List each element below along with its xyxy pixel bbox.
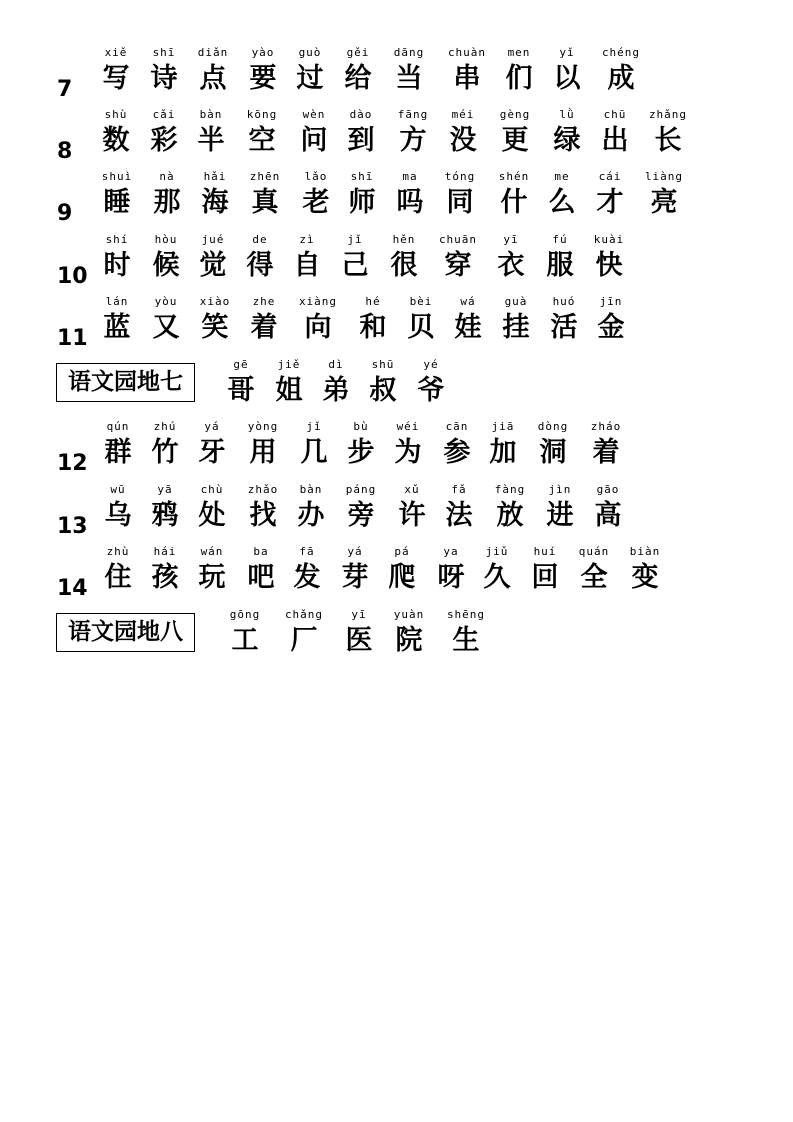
hanzi-character: 找: [249, 500, 277, 531]
hanzi-character: 挂: [502, 312, 530, 343]
pinyin-label: zhe: [252, 295, 276, 308]
character-item: [379, 606, 439, 658]
pinyin-label: cái: [598, 170, 622, 183]
pinyin-label: shī: [152, 46, 176, 59]
hanzi-character: 发: [293, 562, 321, 593]
hanzi-character: 蓝: [103, 312, 131, 343]
lesson-row: [0, 418, 793, 478]
pinyin-label: yé: [423, 358, 439, 371]
pinyin-label: hòu: [154, 233, 178, 246]
pinyin-label: dòng: [537, 420, 569, 433]
pinyin-label: yòng: [247, 420, 279, 433]
pinyin-label: yuàn: [393, 608, 425, 621]
hanzi-character: 自: [293, 250, 321, 281]
pinyin-label: gěi: [346, 46, 370, 59]
pinyin-label: ba: [253, 545, 269, 558]
hanzi-character: 群: [104, 437, 132, 468]
pinyin-label: guò: [298, 46, 322, 59]
character-item: [374, 231, 434, 283]
hanzi-character: 己: [341, 250, 369, 281]
character-item: [576, 418, 636, 470]
pinyin-label: méi: [451, 108, 475, 121]
character-item: [537, 44, 597, 96]
lesson-number: 11: [57, 326, 88, 351]
hanzi-character: 那: [153, 187, 181, 218]
hanzi-character: 和: [359, 312, 387, 343]
pinyin-label: shū: [371, 358, 395, 371]
hanzi-character: 衣: [497, 250, 525, 281]
character-item: [274, 606, 334, 658]
pinyin-label: zhú: [153, 420, 177, 433]
pinyin-label: nà: [159, 170, 175, 183]
pinyin-label: shén: [498, 170, 530, 183]
hanzi-character: 穿: [444, 250, 472, 281]
hanzi-character: 叔: [369, 375, 397, 406]
hanzi-character: 彩: [150, 125, 178, 156]
hanzi-character: 得: [246, 250, 274, 281]
pinyin-label: xiě: [104, 46, 128, 59]
hanzi-character: 候: [152, 250, 180, 281]
character-item: [579, 231, 639, 283]
pinyin-label: dāng: [393, 46, 425, 59]
hanzi-character: 半: [197, 125, 225, 156]
hanzi-character: 写: [102, 63, 130, 94]
character-item: [634, 168, 694, 220]
hanzi-character: 点: [199, 63, 227, 94]
pinyin-label: xǔ: [404, 483, 420, 496]
lesson-row: [0, 44, 793, 104]
hanzi-character: 更: [501, 125, 529, 156]
pinyin-label: shù: [104, 108, 128, 121]
hanzi-character: 用: [249, 437, 277, 468]
pinyin-label: wá: [460, 295, 476, 308]
character-item: [580, 168, 640, 220]
pinyin-label: de: [252, 233, 268, 246]
lesson-number: 8: [57, 139, 73, 164]
hanzi-character: 没: [449, 125, 477, 156]
character-item: [379, 44, 439, 96]
hanzi-character: 放: [496, 500, 524, 531]
character-item: [523, 418, 583, 470]
hanzi-character: 全: [580, 562, 608, 593]
pinyin-label: liàng: [644, 170, 684, 183]
hanzi-character: 串: [453, 63, 481, 94]
hanzi-character: 金: [597, 312, 625, 343]
hanzi-character: 么: [548, 187, 576, 218]
hanzi-character: 厂: [290, 625, 318, 656]
pinyin-label: yá: [347, 545, 363, 558]
hanzi-character: 娃: [454, 312, 482, 343]
hanzi-character: 旁: [347, 500, 375, 531]
hanzi-character: 数: [102, 125, 130, 156]
pinyin-label: cǎi: [152, 108, 176, 121]
pinyin-label: pá: [394, 545, 410, 558]
hanzi-character: 过: [296, 63, 324, 94]
pinyin-label: qún: [106, 420, 130, 433]
pinyin-label: lǎo: [304, 170, 328, 183]
character-item: [585, 106, 645, 158]
hanzi-character: 法: [445, 500, 473, 531]
pinyin-label: men: [507, 46, 531, 59]
hanzi-character: 高: [594, 500, 622, 531]
hanzi-character: 参: [443, 437, 471, 468]
pinyin-label: ya: [443, 545, 459, 558]
hanzi-character: 乌: [104, 500, 132, 531]
hanzi-character: 生: [452, 625, 480, 656]
hanzi-character: 向: [304, 312, 332, 343]
pinyin-label: shēng: [446, 608, 486, 621]
pinyin-label: chǎng: [284, 608, 324, 621]
lesson-number: 9: [57, 201, 73, 226]
pinyin-label: yǐ: [559, 46, 575, 59]
hanzi-character: 到: [347, 125, 375, 156]
hanzi-character: 为: [394, 437, 422, 468]
character-item: [331, 106, 391, 158]
hanzi-character: 芽: [341, 562, 369, 593]
pinyin-label: lǜ: [559, 108, 575, 121]
hanzi-character: 着: [592, 437, 620, 468]
pinyin-label: huó: [552, 295, 576, 308]
pinyin-label: bù: [353, 420, 369, 433]
hanzi-character: 诗: [150, 63, 178, 94]
hanzi-character: 贝: [407, 312, 435, 343]
pinyin-label: cān: [445, 420, 469, 433]
pinyin-label: hǎi: [203, 170, 227, 183]
hanzi-character: 快: [595, 250, 623, 281]
hanzi-character: 时: [103, 250, 131, 281]
lesson-row: [0, 293, 793, 353]
hanzi-character: 绿: [553, 125, 581, 156]
hanzi-character: 老: [302, 187, 330, 218]
pinyin-label: yào: [251, 46, 275, 59]
lesson-row: [0, 481, 793, 541]
character-item: [433, 106, 493, 158]
pinyin-label: bàn: [199, 108, 223, 121]
pinyin-label: wán: [200, 545, 224, 558]
hanzi-character: 鸦: [151, 500, 179, 531]
pinyin-label: chuàn: [447, 46, 487, 59]
hanzi-character: 长: [654, 125, 682, 156]
pinyin-label: yī: [503, 233, 519, 246]
character-item: [578, 481, 638, 533]
pinyin-label: guà: [504, 295, 528, 308]
hanzi-character: 哥: [227, 375, 255, 406]
hanzi-character: 亮: [650, 187, 678, 218]
hanzi-character: 变: [631, 562, 659, 593]
hanzi-character: 吗: [396, 187, 424, 218]
section-title-box: 语文园地七: [56, 363, 195, 402]
hanzi-character: 成: [607, 63, 635, 94]
pinyin-label: jīn: [599, 295, 623, 308]
pinyin-label: fāng: [397, 108, 429, 121]
pinyin-label: yā: [157, 483, 173, 496]
pinyin-label: fā: [299, 545, 315, 558]
pinyin-label: fàng: [494, 483, 526, 496]
character-item: [638, 106, 698, 158]
pinyin-label: huí: [533, 545, 557, 558]
hanzi-character: 弟: [322, 375, 350, 406]
hanzi-character: 给: [344, 63, 372, 94]
hanzi-character: 很: [390, 250, 418, 281]
pinyin-label: shī: [350, 170, 374, 183]
hanzi-character: 玩: [198, 562, 226, 593]
pinyin-label: shí: [105, 233, 129, 246]
hanzi-character: 进: [546, 500, 574, 531]
hanzi-character: 空: [248, 125, 276, 156]
hanzi-character: 回: [531, 562, 559, 593]
lesson-row: [0, 231, 793, 291]
lesson-row: [0, 606, 793, 666]
pinyin-label: xiào: [199, 295, 231, 308]
pinyin-label: me: [554, 170, 570, 183]
pinyin-label: páng: [345, 483, 377, 496]
pinyin-label: bèi: [409, 295, 433, 308]
character-item: [430, 168, 490, 220]
pinyin-label: gèng: [499, 108, 531, 121]
pinyin-label: fǎ: [451, 483, 467, 496]
pinyin-label: quán: [578, 545, 610, 558]
hanzi-character: 海: [201, 187, 229, 218]
hanzi-character: 几: [300, 437, 328, 468]
lesson-row: [0, 106, 793, 166]
hanzi-character: 工: [231, 625, 259, 656]
hanzi-character: 牙: [198, 437, 226, 468]
lesson-row: [0, 356, 793, 416]
pinyin-label: jìn: [548, 483, 572, 496]
pinyin-label: zhēn: [249, 170, 281, 183]
pinyin-label: zháo: [590, 420, 622, 433]
character-item: [437, 44, 497, 96]
lesson-row: [0, 543, 793, 603]
pinyin-label: jǐ: [347, 233, 363, 246]
pinyin-label: tóng: [444, 170, 476, 183]
character-item: [591, 44, 651, 96]
pinyin-label: yòu: [154, 295, 178, 308]
pinyin-label: biàn: [629, 545, 661, 558]
hanzi-character: 孩: [151, 562, 179, 593]
pinyin-label: yī: [351, 608, 367, 621]
pinyin-label: jiā: [491, 420, 515, 433]
pinyin-label: diǎn: [197, 46, 229, 59]
character-item: [581, 293, 641, 345]
pinyin-label: chù: [200, 483, 224, 496]
hanzi-character: 步: [347, 437, 375, 468]
hanzi-character: 着: [250, 312, 278, 343]
pinyin-label: zhù: [106, 545, 130, 558]
hanzi-character: 处: [198, 500, 226, 531]
lesson-number: 13: [57, 514, 88, 539]
hanzi-character: 久: [483, 562, 511, 593]
pinyin-label: hái: [153, 545, 177, 558]
hanzi-character: 吧: [247, 562, 275, 593]
hanzi-character: 师: [348, 187, 376, 218]
hanzi-character: 要: [249, 63, 277, 94]
pinyin-label: wū: [110, 483, 126, 496]
character-item: [428, 231, 488, 283]
character-item: [436, 606, 496, 658]
hanzi-character: 出: [601, 125, 629, 156]
pinyin-label: gōng: [229, 608, 261, 621]
lesson-number: 14: [57, 576, 88, 601]
pinyin-label: jiǔ: [485, 545, 509, 558]
pinyin-label: dào: [349, 108, 373, 121]
character-item: [401, 356, 461, 408]
hanzi-character: 办: [297, 500, 325, 531]
pinyin-label: shuì: [101, 170, 133, 183]
pinyin-label: gāo: [596, 483, 620, 496]
character-item: [215, 606, 275, 658]
pinyin-label: gē: [233, 358, 249, 371]
hanzi-character: 又: [152, 312, 180, 343]
hanzi-character: 洞: [539, 437, 567, 468]
hanzi-character: 院: [395, 625, 423, 656]
hanzi-character: 真: [251, 187, 279, 218]
pinyin-label: chū: [603, 108, 627, 121]
pinyin-label: zhǎo: [247, 483, 279, 496]
pinyin-label: dì: [328, 358, 344, 371]
lesson-number: 12: [57, 451, 88, 476]
pinyin-label: zhǎng: [648, 108, 688, 121]
hanzi-character: 什: [500, 187, 528, 218]
hanzi-character: 医: [345, 625, 373, 656]
pinyin-label: jǐ: [306, 420, 322, 433]
hanzi-character: 当: [395, 63, 423, 94]
hanzi-character: 方: [399, 125, 427, 156]
hanzi-character: 加: [489, 437, 517, 468]
pinyin-label: xiàng: [298, 295, 338, 308]
character-item: [615, 543, 675, 595]
pinyin-label: kuài: [593, 233, 625, 246]
hanzi-character: 们: [505, 63, 533, 94]
hanzi-character: 许: [398, 500, 426, 531]
pinyin-label: fú: [552, 233, 568, 246]
hanzi-character: 问: [300, 125, 328, 156]
pinyin-label: yá: [204, 420, 220, 433]
pinyin-label: jiě: [277, 358, 301, 371]
lesson-number: 7: [57, 77, 73, 102]
pinyin-label: bàn: [299, 483, 323, 496]
character-item: [234, 293, 294, 345]
hanzi-character: 同: [446, 187, 474, 218]
hanzi-character: 睡: [103, 187, 131, 218]
hanzi-character: 才: [596, 187, 624, 218]
hanzi-character: 觉: [199, 250, 227, 281]
hanzi-character: 呀: [437, 562, 465, 593]
lesson-number: 10: [57, 264, 88, 289]
hanzi-character: 爬: [388, 562, 416, 593]
pinyin-label: hé: [365, 295, 381, 308]
section-title-box: 语文园地八: [56, 613, 195, 652]
hanzi-character: 竹: [151, 437, 179, 468]
pinyin-label: jué: [201, 233, 225, 246]
character-item: [288, 293, 348, 345]
pinyin-label: chuān: [438, 233, 478, 246]
pinyin-label: zì: [299, 233, 315, 246]
character-item: [232, 106, 292, 158]
character-item: [485, 106, 545, 158]
hanzi-character: 姐: [275, 375, 303, 406]
hanzi-character: 笑: [201, 312, 229, 343]
hanzi-character: 以: [553, 63, 581, 94]
pinyin-label: ma: [402, 170, 418, 183]
pinyin-label: chéng: [601, 46, 641, 59]
pinyin-label: lán: [105, 295, 129, 308]
hanzi-character: 爷: [417, 375, 445, 406]
hanzi-character: 住: [104, 562, 132, 593]
pinyin-label: kōng: [246, 108, 278, 121]
lesson-row: [0, 168, 793, 228]
hanzi-character: 服: [546, 250, 574, 281]
hanzi-character: 活: [550, 312, 578, 343]
pinyin-label: wèn: [302, 108, 326, 121]
pinyin-label: hěn: [392, 233, 416, 246]
pinyin-label: wéi: [396, 420, 420, 433]
